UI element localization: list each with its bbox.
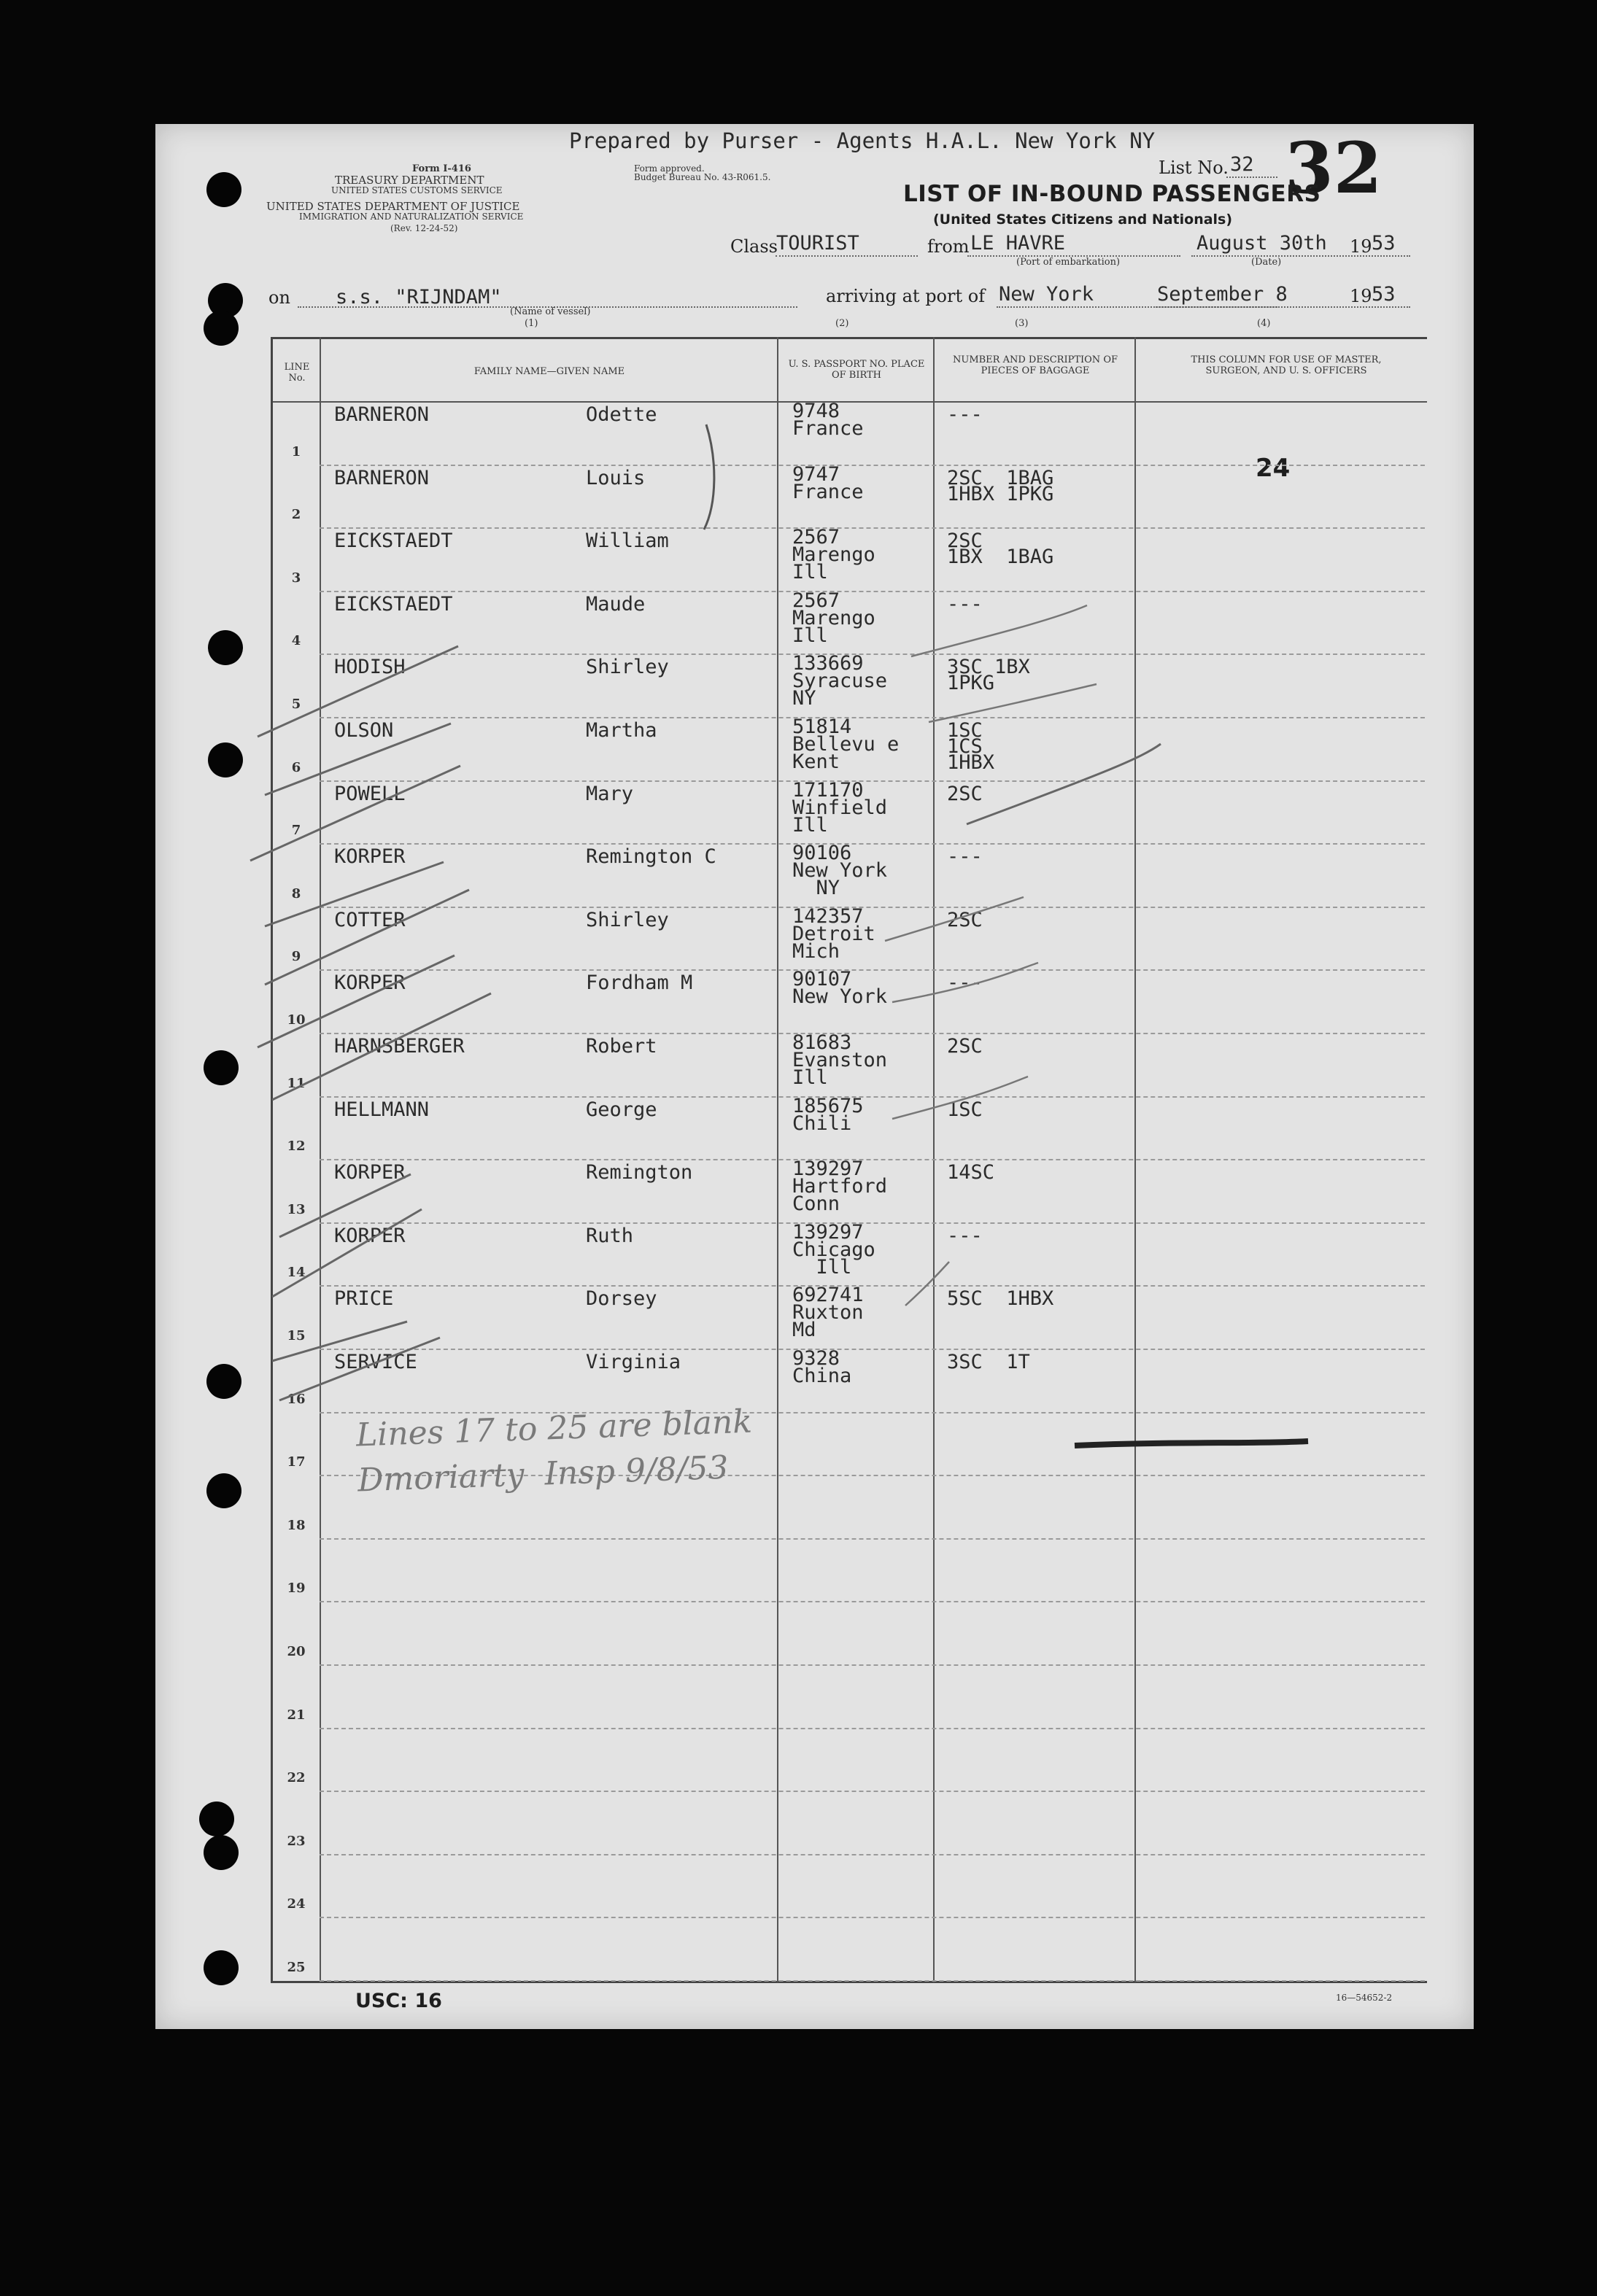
punch-hole	[206, 172, 241, 207]
line-number: 16	[287, 1391, 306, 1407]
given-name: Shirley	[586, 656, 669, 679]
class-value: TOURIST	[776, 232, 859, 255]
punch-hole	[204, 311, 239, 346]
punch-hole	[208, 630, 243, 665]
header-line-no: LINE No.	[284, 362, 310, 384]
family-name: BARNERON	[334, 466, 430, 489]
family-name: HELLMANN	[334, 1098, 430, 1121]
manifest-page	[155, 124, 1474, 2029]
line-number: 18	[287, 1517, 306, 1533]
line-number: 22	[287, 1770, 306, 1786]
row-separator	[320, 1917, 1425, 1918]
arrival-date: September 8	[1157, 283, 1288, 306]
passport-and-birthplace: 139297 Hartford Conn	[792, 1157, 888, 1216]
given-name: Martha	[586, 719, 657, 742]
passport-and-birthplace: 2567 Marengo Ill	[792, 526, 875, 584]
form-number: Form I-416	[412, 163, 471, 174]
col-ref-1: (1)	[525, 318, 538, 329]
list-no-label: List No.	[1159, 158, 1229, 178]
line-number: 7	[291, 823, 301, 839]
arrival-port: New York	[999, 283, 1094, 306]
table-top-border	[271, 337, 1427, 339]
row-separator	[320, 465, 1425, 466]
row-separator	[320, 1096, 1425, 1098]
given-name: George	[586, 1098, 657, 1121]
punch-hole	[204, 1950, 239, 1985]
row-separator	[320, 1664, 1425, 1666]
prepared-by-stamp: Prepared by Purser - Agents H.A.L. New York NY	[569, 128, 1156, 153]
col-ref-4: (4)	[1257, 318, 1271, 329]
passport-and-birthplace: 9747 France	[792, 462, 864, 503]
baggage-description: ---	[947, 971, 983, 995]
passport-and-birthplace: 90106 New York NY	[792, 842, 888, 900]
passport-and-birthplace: 9748 France	[792, 400, 864, 440]
baggage-description: 1SC	[947, 1098, 983, 1121]
given-name: Fordham M	[586, 971, 693, 995]
header-passport: U. S. PASSPORT NO. PLACE OF BIRTH	[788, 359, 925, 381]
form-approved: Form approved.	[634, 163, 705, 174]
line-number: 1	[291, 443, 301, 459]
line-number: 15	[287, 1328, 306, 1343]
row-separator	[320, 1285, 1425, 1287]
given-name: Shirley	[586, 908, 669, 931]
given-name: Odette	[586, 403, 657, 426]
line-number: 4	[291, 633, 301, 649]
passport-and-birthplace: 171170 Winfield Ill	[792, 778, 888, 837]
family-name: PRICE	[334, 1287, 394, 1311]
given-name: Mary	[586, 782, 634, 805]
line-number: 13	[287, 1201, 306, 1217]
arrival-year: 53	[1372, 283, 1396, 306]
passport-and-birthplace: 81683 Evanston Ill	[792, 1031, 888, 1089]
line-number: 6	[291, 759, 301, 775]
baggage-description: 1SC 1CS 1HBX	[947, 719, 995, 774]
line-number: 20	[287, 1644, 306, 1659]
family-name: HODISH	[334, 656, 406, 679]
line-number: 17	[287, 1454, 306, 1470]
list-no-value: 32	[1230, 153, 1254, 176]
punch-hole	[199, 1801, 234, 1837]
baggage-description: 5SC 1HBX	[947, 1287, 1054, 1311]
vessel-name: s.s. "RIJNDAM"	[336, 286, 502, 309]
line-number: 10	[287, 1012, 306, 1028]
line-number: 25	[287, 1960, 306, 1975]
embark-year-prefix: 19	[1350, 236, 1372, 257]
treasury-dept: TREASURY DEPARTMENT	[335, 174, 484, 187]
passport-and-birthplace: 51814 Bellevu e Kent	[792, 715, 900, 773]
on-label: on	[268, 287, 290, 308]
line-number: 9	[291, 949, 301, 965]
immigration-service: IMMIGRATION AND NATURALIZATION SERVICE	[299, 212, 524, 222]
punch-hole	[204, 1835, 239, 1870]
from-label: from	[927, 236, 970, 257]
baggage-description: ---	[947, 1224, 983, 1247]
line-number: 21	[287, 1707, 306, 1723]
col-ref-3: (3)	[1015, 318, 1029, 329]
port-caption: (Port of embarkation)	[1016, 257, 1121, 268]
baggage-description: 3SC 1T	[947, 1351, 1030, 1373]
arriving-label: arriving at port of	[826, 286, 986, 306]
baggage-description: ---	[947, 592, 983, 616]
punch-hole	[204, 1050, 239, 1085]
budget-bureau: Budget Bureau No. 43-R061.5.	[634, 172, 771, 182]
vessel-caption: (Name of vessel)	[510, 306, 591, 317]
line-number: 14	[287, 1265, 306, 1281]
family-name: KORPER	[334, 1224, 406, 1247]
line-number: 12	[287, 1139, 306, 1155]
punch-hole	[206, 1473, 241, 1508]
family-name: POWELL	[334, 782, 406, 805]
row-separator	[320, 1980, 1425, 1982]
class-line	[776, 255, 918, 257]
passport-and-birthplace: 692741 Ruxton Md	[792, 1284, 864, 1342]
row-separator	[320, 1728, 1425, 1729]
line-number: 8	[291, 885, 301, 901]
passport-and-birthplace: 133669 Syracuse NY	[792, 652, 888, 710]
port-of-embarkation: LE HAVRE	[970, 232, 1066, 255]
row-separator	[320, 1854, 1425, 1855]
baggage-description: 3SC 1BX 1PKG	[947, 656, 1030, 695]
passport-and-birthplace: 9328 China	[792, 1347, 852, 1387]
given-name: Robert	[586, 1035, 657, 1058]
passport-and-birthplace: 139297 Chicago Ill	[792, 1220, 875, 1279]
big-list-number: 32	[1285, 127, 1383, 209]
baggage-description: ---	[947, 845, 983, 869]
row-separator	[320, 1538, 1425, 1540]
print-code: 16—54652-2	[1336, 1993, 1393, 2003]
baggage-description: 2SC	[947, 908, 983, 931]
line-number: 2	[291, 507, 301, 523]
family-name: EICKSTAEDT	[334, 530, 453, 553]
line-number: 19	[287, 1581, 306, 1597]
row-separator	[320, 1601, 1425, 1602]
line-number: 23	[287, 1833, 306, 1849]
line-number: 5	[291, 697, 301, 712]
passport-and-birthplace: 90107 New York	[792, 968, 888, 1009]
revision-date: (Rev. 12-24-52)	[390, 223, 458, 233]
line-number: 3	[291, 570, 301, 586]
passport-and-birthplace: 142357 Detroit Mich	[792, 904, 875, 963]
row-separator	[320, 1791, 1425, 1792]
arrival-year-prefix: 19	[1350, 286, 1372, 306]
inspector-handwriting: Lines 17 to 25 are blank Dmoriarty Insp 9/8/53	[355, 1403, 753, 1500]
baggage-description: 2SC 1BAG 1HBX 1PKG	[947, 466, 1054, 505]
family-name: OLSON	[334, 719, 394, 742]
given-name: Remington	[586, 1161, 693, 1184]
given-name: Louis	[586, 466, 646, 489]
punch-hole	[206, 1364, 241, 1399]
embarkation-year: 53	[1372, 232, 1396, 255]
family-name: KORPER	[334, 971, 406, 995]
baggage-description: 14SC	[947, 1161, 995, 1184]
baggage-description: 2SC	[947, 782, 983, 805]
family-name: SERVICE	[334, 1351, 417, 1373]
baggage-description: 2SC	[947, 1035, 983, 1058]
justice-dept: UNITED STATES DEPARTMENT OF JUSTICE	[266, 200, 520, 213]
embarkation-date: August 30th	[1196, 232, 1327, 255]
given-name: William	[586, 530, 669, 553]
form-subtitle: (United States Citizens and Nationals)	[933, 212, 1233, 228]
list-no-line	[1226, 177, 1277, 178]
family-name: KORPER	[334, 1161, 406, 1184]
baggage-description: 2SC 1BX 1BAG	[947, 530, 1054, 569]
given-name: Dorsey	[586, 1287, 657, 1311]
family-name: COTTER	[334, 908, 406, 931]
given-name: Remington C	[586, 845, 716, 869]
form-title: LIST OF IN-BOUND PASSENGERS	[903, 181, 1321, 207]
col-ref-2: (2)	[835, 318, 849, 329]
family-name: KORPER	[334, 845, 406, 869]
given-name: Virginia	[586, 1351, 681, 1373]
given-name: Maude	[586, 592, 646, 616]
table-left-border	[271, 337, 273, 1982]
officer-count-note: 24	[1256, 454, 1291, 483]
usc-count: USC: 16	[355, 1990, 442, 2012]
passport-and-birthplace: 2567 Marengo Ill	[792, 589, 875, 647]
header-baggage: NUMBER AND DESCRIPTION OF PIECES OF BAGGAGE	[952, 354, 1118, 376]
given-name: Ruth	[586, 1224, 634, 1247]
punch-hole	[208, 742, 243, 777]
arrival-date-line	[1153, 306, 1410, 308]
baggage-description: ---	[947, 403, 983, 426]
class-label: Class	[730, 236, 778, 257]
date-caption: (Date)	[1251, 257, 1282, 268]
header-name: FAMILY NAME—GIVEN NAME	[473, 366, 625, 377]
date-line	[1191, 255, 1410, 257]
customs-service: UNITED STATES CUSTOMS SERVICE	[331, 185, 503, 195]
family-name: HARNSBERGER	[334, 1035, 465, 1058]
row-separator	[320, 1349, 1425, 1350]
line-number: 24	[287, 1896, 306, 1912]
family-name: EICKSTAEDT	[334, 592, 453, 616]
passport-and-birthplace: 185675 Chili	[792, 1094, 864, 1135]
line-number: 11	[287, 1075, 306, 1091]
family-name: BARNERON	[334, 403, 430, 426]
header-officers: THIS COLUMN FOR USE OF MASTER, SURGEON, AND U. S. OFFICERS	[1191, 354, 1382, 376]
